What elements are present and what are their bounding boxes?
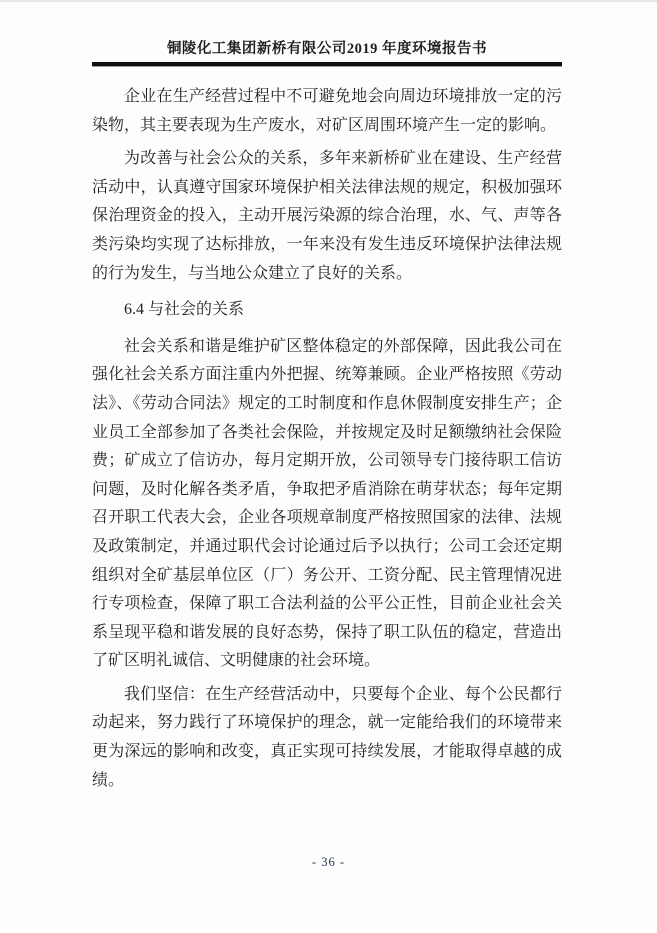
page-number: - 36 - [311,855,346,869]
paragraph-public-relations: 为改善与社会公众的关系，多年来新桥矿业在建设、生产经营活动中，认真遵守国家环境保护相关法律法规的规定，积极加强环保治理资金的投入，主动开展污染源的综合治理，水、气、声等各类污染均实现了达标排放，一年来没有发生违反环境保护法律法规的行为发生，与当地公众建立了良好的关系。 [92,150,562,282]
document-header [92,0,562,66]
paragraph-social-relations: 社会关系和谐是维护矿区整体稳定的外部保障，因此我公司在强化社会关系方面注重内外把握、统筹兼顾。企业严格按照《劳动法》、《劳动合同法》规定的工时制度和作息休假制度安排生产；企业员工全部参加了各类社会保险，并按规定及时足额缴纳社会保险费；矿成立了信访办，每月定期开放，公司领导专门接待职工信访问题，及时化解各类矛盾，争取把矛盾消除在萌芽状态；每年定期召开职工代表大会，企业各项规章制度严格按照国家的法律、法规及政策制定，并通过职代会讨论通过后予以执行；公司工会还定期组织对全矿基层单位区（厂）务公开、工资分配、民主管理情况进行专项检查，保障了职工合法利益的公平公正性，目前企业社会关系呈现平稳和谐发展的良好态势，保持了职工队伍的稳定，营造出了矿区明礼诚信、文明健康的社会环境。 [92,337,562,670]
section-heading-6-4: 6.4 与社会的关系 [124,301,245,319]
document-header-title: 铜陵化工集团新桥有限公司2019 年度环境报告书 [166,41,488,57]
paragraph-pollution-impact: 企业在生产经营过程中不可避免地会向周边环境排放一定的污染物，其主要表现为生产废水，对矿区周围环境产生一定的影响。 [92,88,562,134]
page-top-edge-divider [0,0,657,2]
header-rule-divider [92,62,562,66]
paragraph-closing-belief: 我们坚信：在生产经营活动中，只要每个企业、每个公民都行动起来，努力践行了环境保护的理念，就一定能给我们的环境带来更为深远的影响和改变，真正实现可持续发展，才能取得卓越的成绩。 [92,685,562,789]
document-body [92,83,562,795]
